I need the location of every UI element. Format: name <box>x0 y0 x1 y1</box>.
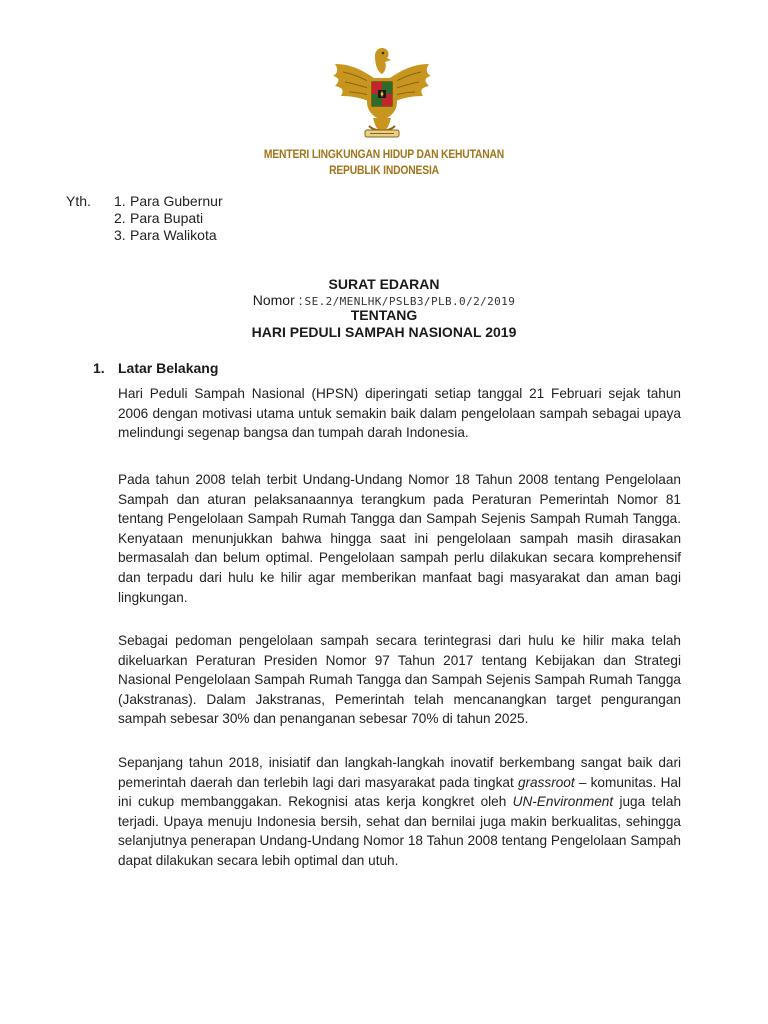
paragraph-3: Sebagai pedoman pengelolaan sampah secara terintegrasi dari hulu ke hilir maka telah dikeluarkan Peraturan Presiden Nomor 97 Tahun 2017 tentang Kebijakan dan Strategi Nasional Pengelolaan Sampah Rumah Tangga dan Sampah Sejenis Sampah Rumah Tangga (Jakstranas). Dalam Jakstranas, Pemerintah telah mencanangkan target pengurangan sampah sebesar 30% dan penanganan sebesar 70% di tahun 2025. <box>118 633 681 727</box>
list-number: 2. <box>114 210 126 226</box>
list-item <box>114 227 354 244</box>
paragraph-4 <box>118 753 681 871</box>
ministry-name: MENTERI LINGKUNGAN HIDUP DAN KEHUTANAN <box>263 147 505 161</box>
section-number: 1. <box>93 360 105 376</box>
nomor-value: SE.2/MENLHK/PSLB3/PLB.0/2/2019 <box>304 295 516 308</box>
section-title: Latar Belakang <box>118 360 219 376</box>
paragraph-1: Hari Peduli Sampah Nasional (HPSN) diperingati setiap tanggal 21 Februari sejak tahun 2006 dengan motivasi utama untuk semakin baik dalam pengelolaan sampah sebagai upaya melindungi segenap bangsa dan tumpah darah Indonesia. <box>118 386 681 441</box>
ministry-country: REPUBLIK INDONESIA <box>329 163 439 177</box>
list-number: 1. <box>114 193 126 209</box>
tentang-label: TENTANG <box>350 307 418 323</box>
list-text: Para Walikota <box>130 227 217 243</box>
document-number <box>0 292 768 308</box>
paragraph-2: Pada tahun 2008 telah terbit Undang-Undang Nomor 18 Tahun 2008 tentang Pengelolaan Sampah dan aturan pelaksanaannya terangkum pada Peraturan Pemerintah Nomor 81 tentang Pengelolaan Sampah Rumah Tangga dan Sampah Sejenis Sampah Rumah Tangga. Kenyataan menunjukkan bahwa hingga saat ini pengelolaan sampah masih dirasakan bermasalah dan belum optimal. Pengelolaan sampah perlu dilakukan secara komprehensif dan terpadu dari hulu ke hilir agar memberikan manfaat bagi masyarakat dan aman bagi lingkungan. <box>118 472 681 605</box>
garuda-emblem-icon <box>325 42 439 142</box>
list-number: 3. <box>114 227 126 243</box>
nomor-label: Nomor : <box>252 292 303 308</box>
addressee-label: Yth. <box>66 193 91 209</box>
paragraph-4-text: juga telah terjadi. Upaya menuju Indonesia bersih, sehat dan bernilai juga makin berkualitas, sehingga selanjutnya penerapan Undang-Undang Nomor 18 Tahun 2008 tentang Pengelolaan Sampah dapat dilakukan secara lebih optimal dan utuh. <box>118 794 682 868</box>
document-subject: HARI PEDULI SAMPAH NASIONAL 2019 <box>251 324 517 340</box>
section-heading <box>93 360 218 376</box>
list-text: Para Gubernur <box>130 193 223 209</box>
grassroot-term: grassroot <box>517 774 575 790</box>
paragraph-4-text: Sepanjang tahun 2018, inisiatif dan langkah-langkah inovatif berkembang sangat baik dari pemerintah daerah dan terlebih lagi dari masyarakat pada tingkat <box>118 755 681 790</box>
list-item <box>114 193 354 210</box>
list-item <box>114 210 354 227</box>
list-text: Para Bupati <box>130 210 204 226</box>
addressee-list <box>114 193 354 244</box>
document-title: SURAT EDARAN <box>328 276 440 292</box>
paragraph-4-text: – komunitas. Hal ini cukup membanggakan. Rekognisi atas kerja kongkret oleh <box>118 774 681 810</box>
un-environment-term: UN-Environment <box>512 794 614 810</box>
